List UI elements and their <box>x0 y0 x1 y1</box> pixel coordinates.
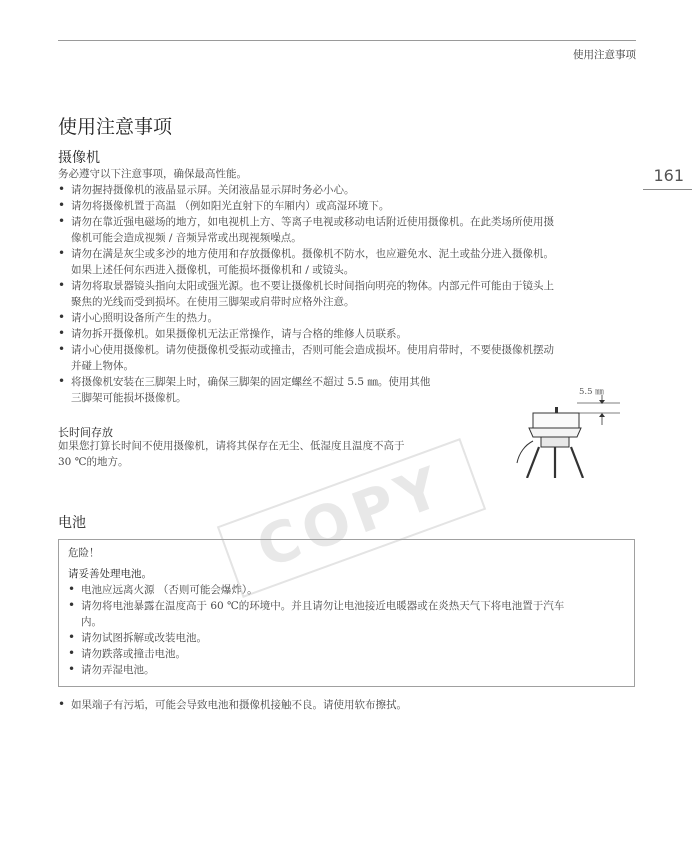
list-item <box>68 646 628 662</box>
bullet-icon: • <box>58 697 66 711</box>
danger-subheading: 请妥善处理电池。 <box>68 568 152 580</box>
bullet-icon: • <box>58 214 66 228</box>
list-item-line: 如果端子有污垢，可能会导致电池和摄像机接触不良。请使用软布擦拭。 <box>71 699 407 711</box>
list-item-line: 请勿将摄像机置于高温 （例如阳光直射下的车厢内）或高湿环境下。 <box>71 200 390 212</box>
list-item <box>58 697 635 713</box>
list-item-line: 请小心使用摄像机。请勿使摄像机受振动或撞击，否则可能会造成损坏。使用肩带时，不要使摄像机摆动 <box>71 344 554 356</box>
list-item <box>58 198 633 214</box>
page-number-rule <box>643 189 692 190</box>
bullet-icon: • <box>58 278 66 292</box>
list-item <box>58 182 633 198</box>
list-item-line: 请勿在满是灰尘或多沙的地方使用和存放摄像机。摄像机不防水，也应避免水、泥土或盐分进入摄像机。 <box>71 248 554 260</box>
list-item-line: 请勿握持摄像机的液晶显示屏。关闭液晶显示屏时务必小心。 <box>71 184 355 196</box>
camera-precautions-list <box>58 182 633 406</box>
running-head: 使用注意事项 <box>573 49 636 61</box>
list-item-line: 请小心照明设备所产生的热力。 <box>71 312 218 324</box>
list-item-line: 内。 <box>81 616 102 628</box>
list-item <box>58 310 633 326</box>
list-item <box>68 630 628 646</box>
list-item-line: 电池应远离火源 （否则可能会爆炸）。 <box>81 584 258 596</box>
list-item-line: 请勿试图拆解或改装电池。 <box>81 632 207 644</box>
battery-note <box>58 697 635 713</box>
list-item <box>68 598 628 630</box>
danger-list <box>68 582 628 678</box>
list-item <box>58 342 633 374</box>
list-item <box>58 326 633 342</box>
list-item-line: 请勿拆开摄像机。如果摄像机无法正常操作，请与合格的维修人员联系。 <box>71 328 407 340</box>
bullet-icon: • <box>58 246 66 260</box>
list-item <box>68 582 628 598</box>
list-item <box>58 246 633 278</box>
storage-line: 30 ℃的地方。 <box>58 456 129 468</box>
battery-heading: 电池 <box>58 515 86 531</box>
list-item-line: 像机可能会造成视频 / 音频异常或出现视频噪点。 <box>71 232 302 244</box>
list-item-line: 聚焦的光线而受到损坏。在使用三脚架或肩带时应格外注意。 <box>71 296 355 308</box>
copy-watermark: COPY <box>217 438 486 598</box>
page-number: 161 <box>653 166 684 185</box>
list-item-line: 请勿将电池暴露在温度高于 60 ℃的环境中。并且请勿让电池接近电暖器或在炎热天气下将电池置于汽车 <box>81 600 565 612</box>
list-item-line: 请勿将取景器镜头指向太阳或强光源。也不要让摄像机长时间指向明亮的物体。内部元件可能由于镜头上 <box>71 280 554 292</box>
bullet-icon: • <box>68 646 76 660</box>
storage-line: 如果您打算长时间不使用摄像机，请将其保存在无尘、低湿度且温度不高于 <box>58 440 405 452</box>
list-item-line: 三脚架可能损坏摄像机。 <box>71 392 187 404</box>
bullet-icon: • <box>68 662 76 676</box>
bullet-icon: • <box>58 182 66 196</box>
danger-box <box>58 539 635 687</box>
bullet-icon: • <box>58 310 66 324</box>
bullet-icon: • <box>68 582 76 596</box>
list-item-line: 请勿在靠近强电磁场的地方，如电视机上方、等离子电视或移动电话附近使用摄像机。在此类场所使用摄 <box>71 216 554 228</box>
tripod-illustration <box>515 383 630 478</box>
storage-heading: 长时间存放 <box>58 426 113 439</box>
list-item <box>68 662 628 678</box>
list-item-line: 并碰上物体。 <box>71 360 134 372</box>
list-item-line: 如果上述任何东西进入摄像机，可能损坏摄像机和 / 或镜头。 <box>71 264 355 276</box>
list-item-line: 请勿弄湿电池。 <box>81 664 155 676</box>
bullet-icon: • <box>58 374 66 388</box>
list-item-line: 将摄像机安装在三脚架上时，确保三脚架的固定螺丝不超过 5.5 ㎜。使用其他 <box>71 376 431 388</box>
bullet-icon: • <box>68 630 76 644</box>
danger-label: 危险！ <box>68 547 100 559</box>
page-title: 使用注意事项 <box>58 116 173 138</box>
camera-heading: 摄像机 <box>58 150 100 166</box>
dimension-label: 5.5 ㎜ <box>579 387 604 397</box>
list-item-line: 请勿跌落或撞击电池。 <box>81 648 186 660</box>
list-item <box>58 278 633 310</box>
list-item <box>58 214 633 246</box>
top-rule <box>58 40 636 41</box>
bullet-icon: • <box>68 598 76 612</box>
bullet-icon: • <box>58 326 66 340</box>
camera-intro: 务必遵守以下注意事项，确保最高性能。 <box>58 168 247 180</box>
bullet-icon: • <box>58 198 66 212</box>
tripod-mount-icon <box>515 383 630 478</box>
bullet-icon: • <box>58 342 66 356</box>
